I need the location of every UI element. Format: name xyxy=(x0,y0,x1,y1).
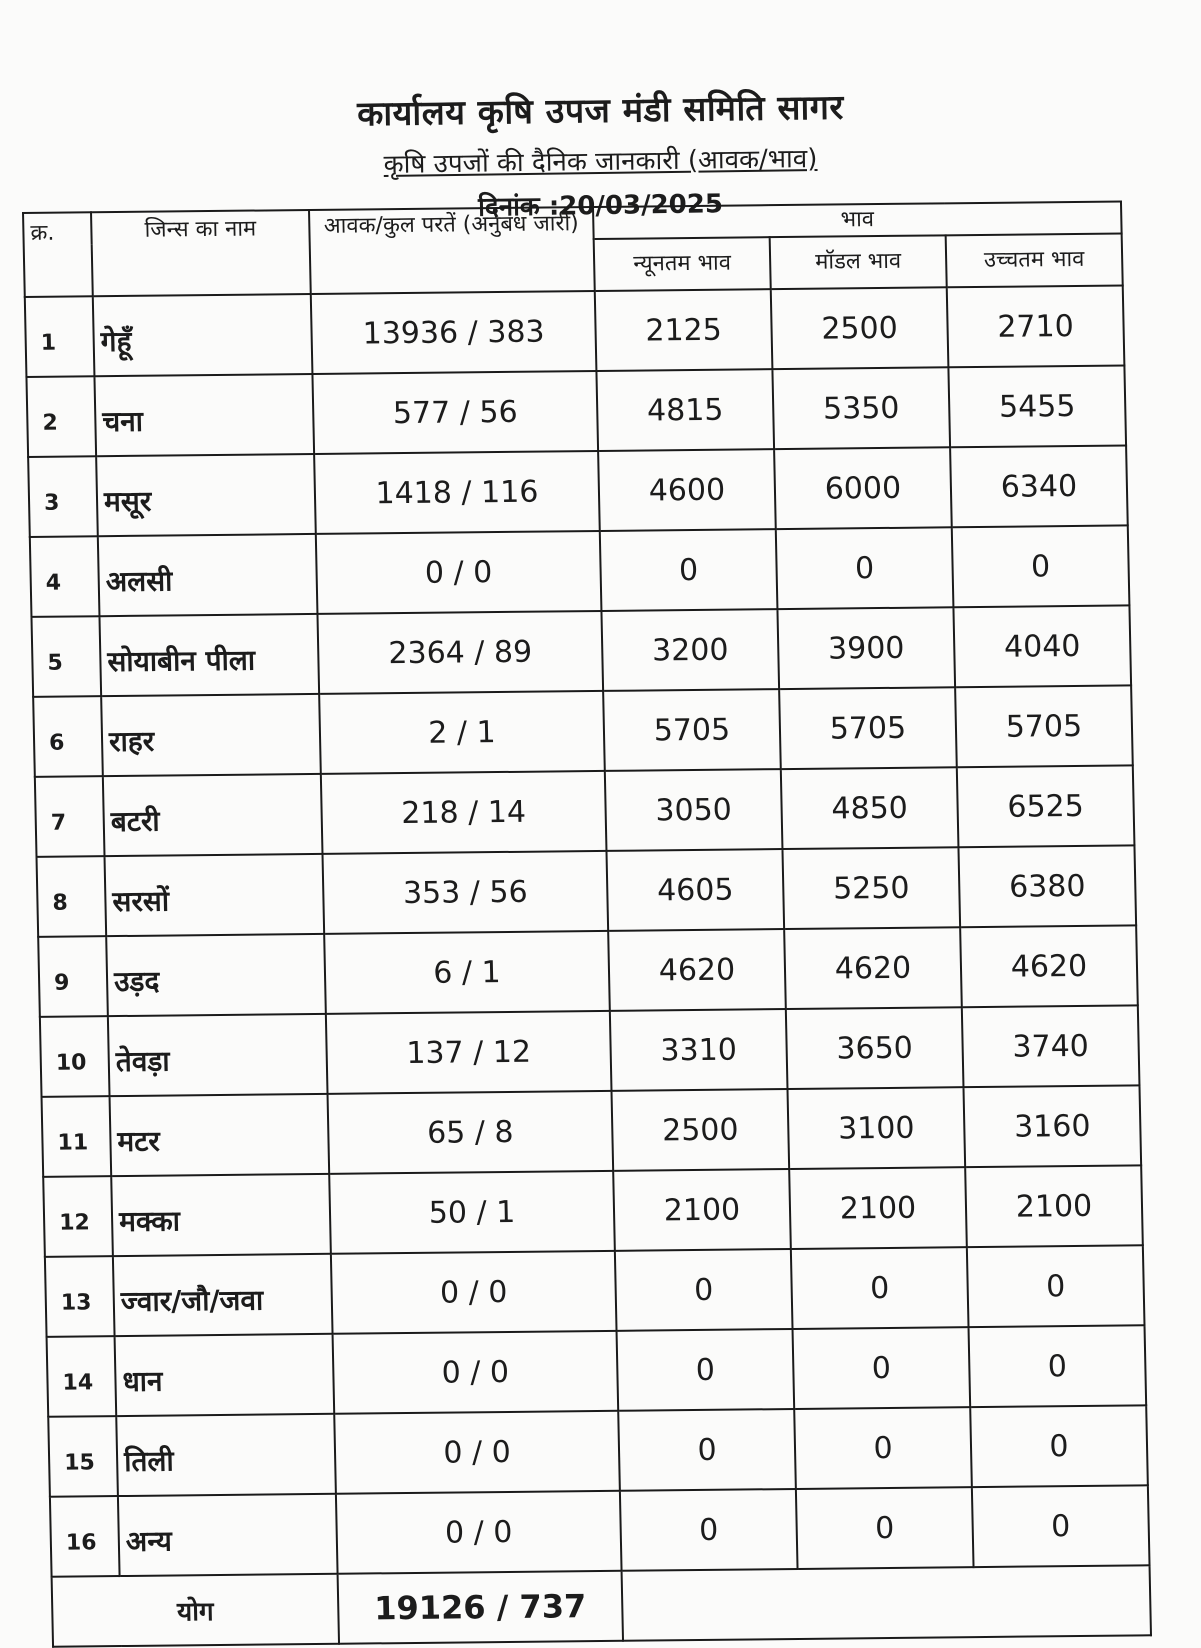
min-price: 0 xyxy=(618,1409,796,1491)
model-price: 4850 xyxy=(781,767,959,849)
model-price: 0 xyxy=(776,527,954,609)
report-date: दिनांक :20/03/2025 xyxy=(477,189,724,223)
max-price: 3160 xyxy=(963,1085,1141,1167)
min-price: 3200 xyxy=(601,609,779,691)
model-price: 0 xyxy=(793,1327,971,1409)
row-sn: 15 xyxy=(48,1416,118,1497)
row-sn: 6 xyxy=(33,696,103,777)
arrival-count: 1418 / 116 xyxy=(314,451,600,534)
model-price: 6000 xyxy=(774,447,952,529)
commodity-name: अन्य xyxy=(118,1494,338,1576)
price-table-wrapper xyxy=(22,200,1152,1647)
arrival-count: 0 / 0 xyxy=(316,531,602,614)
commodity-name: राहर xyxy=(101,694,321,776)
min-price: 2125 xyxy=(595,289,773,371)
row-sn: 11 xyxy=(42,1096,112,1177)
min-price: 0 xyxy=(600,529,778,611)
row-sn: 10 xyxy=(40,1016,110,1097)
row-sn: 13 xyxy=(45,1256,115,1337)
commodity-name: चना xyxy=(94,374,314,456)
row-sn: 1 xyxy=(25,296,95,377)
row-sn: 2 xyxy=(26,376,96,457)
commodity-name: तिली xyxy=(116,1414,336,1496)
max-price: 6340 xyxy=(950,445,1128,527)
max-price: 0 xyxy=(970,1405,1148,1487)
report-subtitle: कृषि उपजों की दैनिक जानकारी (आवक/भाव) xyxy=(383,143,818,181)
column-header-price-group: भाव xyxy=(593,201,1122,239)
table-body xyxy=(25,285,1150,1576)
arrival-count: 577 / 56 xyxy=(312,371,598,454)
row-sn: 16 xyxy=(50,1496,120,1577)
min-price: 4605 xyxy=(606,849,784,931)
model-price: 0 xyxy=(794,1407,972,1489)
model-price: 5350 xyxy=(772,367,950,449)
commodity-name: सोयाबीन पीला xyxy=(99,614,319,696)
total-label: योग xyxy=(52,1574,339,1647)
min-price: 4815 xyxy=(596,369,774,451)
model-price: 5705 xyxy=(779,687,957,769)
commodity-name: अलसी xyxy=(98,534,318,616)
max-price: 0 xyxy=(972,1485,1150,1567)
min-price: 3310 xyxy=(610,1009,788,1091)
max-price: 5455 xyxy=(948,365,1126,447)
table-row xyxy=(37,845,1137,936)
column-header-arrival: आवक/कुल परतें (अनुबंध जारी) xyxy=(309,207,595,294)
commodity-name: तेवड़ा xyxy=(108,1014,328,1096)
min-price: 5705 xyxy=(603,689,781,771)
table-row xyxy=(33,685,1133,776)
commodity-name: धान xyxy=(115,1334,335,1416)
model-price: 3650 xyxy=(786,1007,964,1089)
arrival-count: 353 / 56 xyxy=(322,851,608,934)
table-row xyxy=(48,1405,1148,1496)
commodity-name: गेहूँ xyxy=(93,294,313,376)
arrival-count: 2 / 1 xyxy=(319,691,605,774)
model-price: 2100 xyxy=(789,1167,967,1249)
arrival-count: 0 / 0 xyxy=(334,1411,620,1494)
row-sn: 8 xyxy=(37,856,107,937)
table-row xyxy=(43,1165,1143,1256)
min-price: 3050 xyxy=(605,769,783,851)
total-empty-cell xyxy=(622,1565,1151,1641)
min-price: 0 xyxy=(617,1329,795,1411)
commodity-name: ज्वार/जौ/जवा xyxy=(113,1254,333,1336)
table-row xyxy=(30,525,1130,616)
arrival-count: 218 / 14 xyxy=(321,771,607,854)
row-sn: 12 xyxy=(43,1176,113,1257)
table-row xyxy=(40,1005,1140,1096)
min-price: 0 xyxy=(615,1249,793,1331)
commodity-name: मक्का xyxy=(111,1174,331,1256)
max-price: 2710 xyxy=(947,285,1125,367)
column-header-sn: क्र. xyxy=(23,212,93,297)
model-price: 3900 xyxy=(777,607,955,689)
min-price: 2100 xyxy=(613,1169,791,1251)
commodity-name: उड़द xyxy=(106,934,326,1016)
table-row xyxy=(45,1245,1145,1336)
row-sn: 5 xyxy=(31,616,101,697)
table-row xyxy=(25,285,1125,376)
model-price: 5250 xyxy=(782,847,960,929)
arrival-count: 0 / 0 xyxy=(333,1331,619,1414)
table-row xyxy=(38,925,1138,1016)
max-price: 6525 xyxy=(957,765,1135,847)
table-row xyxy=(31,605,1131,696)
table-row xyxy=(47,1325,1147,1416)
row-sn: 7 xyxy=(35,776,105,857)
total-arrival: 19126 / 737 xyxy=(338,1571,623,1644)
max-price: 0 xyxy=(967,1245,1145,1327)
column-header-min-price: न्यूनतम भाव xyxy=(594,237,771,291)
column-header-model-price: मॉडल भाव xyxy=(770,235,947,289)
column-header-name: जिन्स का नाम xyxy=(91,210,311,296)
model-price: 0 xyxy=(791,1247,969,1329)
arrival-count: 2364 / 89 xyxy=(317,611,603,694)
table-row xyxy=(28,445,1128,536)
commodity-name: मसूर xyxy=(96,454,316,536)
max-price: 5705 xyxy=(955,685,1133,767)
price-table xyxy=(22,200,1152,1647)
max-price: 4040 xyxy=(953,605,1131,687)
table-row xyxy=(50,1485,1150,1576)
arrival-count: 65 / 8 xyxy=(328,1091,614,1174)
max-price: 4620 xyxy=(960,925,1138,1007)
model-price: 0 xyxy=(796,1487,974,1569)
model-price: 3100 xyxy=(787,1087,965,1169)
row-sn: 3 xyxy=(28,456,98,537)
arrival-count: 0 / 0 xyxy=(331,1251,617,1334)
table-row xyxy=(26,365,1126,456)
commodity-name: बटरी xyxy=(103,774,323,856)
office-title: कार्यालय कृषि उपज मंडी समिति सागर xyxy=(356,87,845,135)
max-price: 0 xyxy=(969,1325,1147,1407)
row-sn: 4 xyxy=(30,536,100,617)
arrival-count: 50 / 1 xyxy=(329,1171,615,1254)
column-header-max-price: उच्चतम भाव xyxy=(946,233,1123,287)
max-price: 3740 xyxy=(962,1005,1140,1087)
commodity-name: सरसों xyxy=(105,854,325,936)
row-sn: 14 xyxy=(47,1336,117,1417)
min-price: 2500 xyxy=(612,1089,790,1171)
arrival-count: 0 / 0 xyxy=(336,1491,622,1574)
arrival-count: 13936 / 383 xyxy=(311,291,597,374)
min-price: 4620 xyxy=(608,929,786,1011)
row-sn: 9 xyxy=(38,936,108,1017)
model-price: 2500 xyxy=(771,287,949,369)
total-row xyxy=(52,1565,1151,1646)
table-row xyxy=(42,1085,1142,1176)
arrival-count: 137 / 12 xyxy=(326,1011,612,1094)
arrival-count: 6 / 1 xyxy=(324,931,610,1014)
commodity-name: मटर xyxy=(110,1094,330,1176)
table-row xyxy=(35,765,1135,856)
min-price: 4600 xyxy=(598,449,776,531)
max-price: 0 xyxy=(952,525,1130,607)
max-price: 2100 xyxy=(965,1165,1143,1247)
min-price: 0 xyxy=(620,1489,798,1571)
max-price: 6380 xyxy=(958,845,1136,927)
model-price: 4620 xyxy=(784,927,962,1009)
